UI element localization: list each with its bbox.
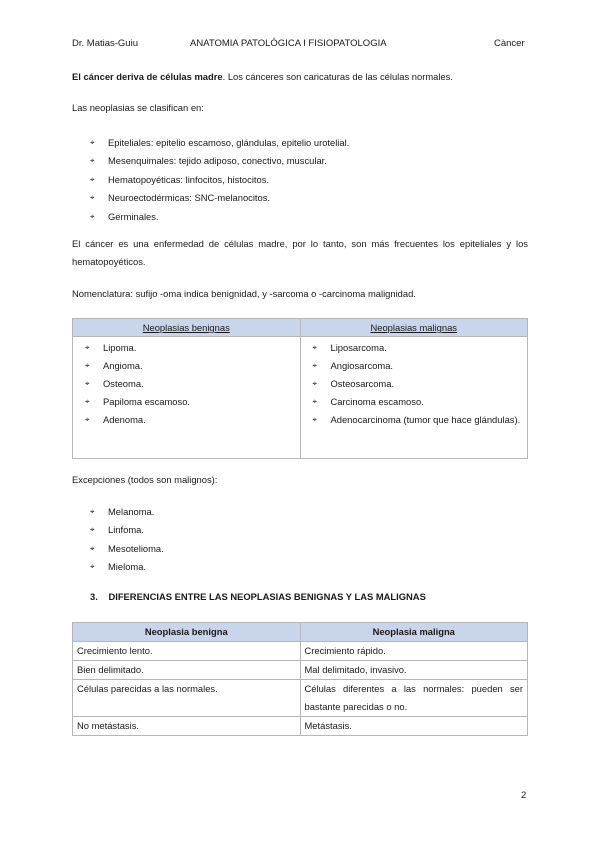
neoplasias-table xyxy=(72,318,528,459)
bullet-icon: ⌖ xyxy=(312,343,318,352)
table-row xyxy=(73,680,528,717)
table-cell: Bien delimitado. xyxy=(73,661,301,680)
list-item: ⌖ Neuroectodérmicas: SNC-melanocitos. xyxy=(72,189,349,207)
table-header-benign: Neoplasias benignas xyxy=(73,319,301,337)
list-item: ⌖ Carcinoma escamoso. xyxy=(301,393,522,411)
list-item: ⌖ Angioma. xyxy=(73,357,300,375)
section-heading xyxy=(90,588,546,606)
list-item: ⌖ Liposarcoma. xyxy=(301,339,522,357)
header-topic: Càncer xyxy=(494,38,525,49)
intro-rest: . Los cánceres son caricaturas de las células normales. xyxy=(222,71,453,82)
benign-cell xyxy=(73,337,301,459)
bullet-icon: ⌖ xyxy=(90,543,95,553)
table-row xyxy=(73,642,528,661)
bullet-icon: ⌖ xyxy=(90,138,95,147)
table-cell: Células diferentes a las normales: pueden ser bastante parecidas o no. xyxy=(300,680,528,717)
list-item: ⌖ Epiteliales: epitelio escamoso, glándulas, epitelio urotelial. xyxy=(72,134,349,152)
list-item: ⌖ Mieloma. xyxy=(72,558,164,576)
page-number: 2 xyxy=(521,790,527,801)
table-row xyxy=(73,717,528,736)
list-item: ⌖ Papiloma escamoso. xyxy=(73,393,300,411)
bullet-icon: ⌖ xyxy=(85,361,90,370)
table-cell: Células parecidas a las normales. xyxy=(73,680,301,717)
bullet-icon: ⌖ xyxy=(90,562,95,572)
section-title: DIFERENCIAS ENTRE LAS NEOPLASIAS BENIGNAS Y LAS MALIGNAS xyxy=(108,591,426,602)
list-item: ⌖ Osteoma. xyxy=(73,375,300,393)
exceptions-list xyxy=(72,503,164,577)
section-number: 3. xyxy=(90,591,98,602)
bullet-icon: ⌖ xyxy=(85,379,90,388)
header-author: Dr. Matias-Guiu xyxy=(72,38,138,49)
header-subject: ANATOMIA PATOLÓGICA I FISIOPATOLOGIA xyxy=(190,38,387,49)
table-cell: No metástasis. xyxy=(73,717,301,736)
list-item: ⌖ Angiosarcoma. xyxy=(301,357,522,375)
bullet-icon: ⌖ xyxy=(85,343,90,352)
intro-paragraph xyxy=(72,68,528,86)
list-item: ⌖ Osteosarcoma. xyxy=(301,375,522,393)
bullet-icon: ⌖ xyxy=(90,507,95,516)
list-item: ⌖ Adenocarcinoma (tumor que hace glándulas). xyxy=(301,411,522,429)
table-header-malignant: Neoplasia maligna xyxy=(300,623,528,642)
bullet-icon: ⌖ xyxy=(85,415,90,424)
list-item: ⌖ Adenoma. xyxy=(73,411,300,429)
table-cell: Mal delimitado, invasivo. xyxy=(300,661,528,680)
bullet-icon: ⌖ xyxy=(312,361,318,370)
table-header-benign: Neoplasia benigna xyxy=(73,623,301,642)
bullet-icon: ⌖ xyxy=(90,174,95,184)
list-item: ⌖ Melanoma. xyxy=(72,503,164,521)
table-cell: Crecimiento rápido. xyxy=(300,642,528,661)
classify-label: Las neoplasias se clasifican en: xyxy=(72,102,204,113)
exceptions-label: Excepciones (todos son malignos): xyxy=(72,474,218,485)
table-header-malignant: Neoplasias malignas xyxy=(300,319,528,337)
bullet-icon: ⌖ xyxy=(90,211,95,221)
list-item: ⌖ Germinales. xyxy=(72,208,349,226)
table-row xyxy=(73,661,528,680)
table-cell: Metástasis. xyxy=(300,717,528,736)
bullet-icon: ⌖ xyxy=(85,397,90,406)
bullet-icon: ⌖ xyxy=(312,415,318,424)
classes-list xyxy=(72,134,349,226)
list-item: ⌖ Lipoma. xyxy=(73,339,300,357)
list-item: ⌖ Hematopoyéticas: linfocitos, histocitos. xyxy=(72,171,349,189)
intro-bold: El cáncer deriva de células madre xyxy=(72,71,223,82)
list-item: ⌖ Mesotelioma. xyxy=(72,540,164,558)
list-item: ⌖ Mesenquimales: tejido adiposo, conectivo, muscular. xyxy=(72,152,349,170)
nomenclature-paragraph: Nomenclatura: sufijo -oma indica benignidad, y -sarcoma o -carcinoma malignidad. xyxy=(72,288,416,299)
differences-table xyxy=(72,622,528,736)
bullet-icon: ⌖ xyxy=(90,193,95,203)
bullet-icon: ⌖ xyxy=(312,397,318,406)
bullet-icon: ⌖ xyxy=(312,379,318,388)
malignant-cell xyxy=(300,337,528,459)
stem-paragraph: El cáncer es una enfermedad de células madre, por lo tanto, son más frecuentes los epiteliales y los hematopoyéticos. xyxy=(72,238,528,267)
list-item: ⌖ Linfoma. xyxy=(72,521,164,539)
bullet-icon: ⌖ xyxy=(90,525,95,535)
table-cell: Crecimiento lento. xyxy=(73,642,301,661)
bullet-icon: ⌖ xyxy=(90,156,95,166)
